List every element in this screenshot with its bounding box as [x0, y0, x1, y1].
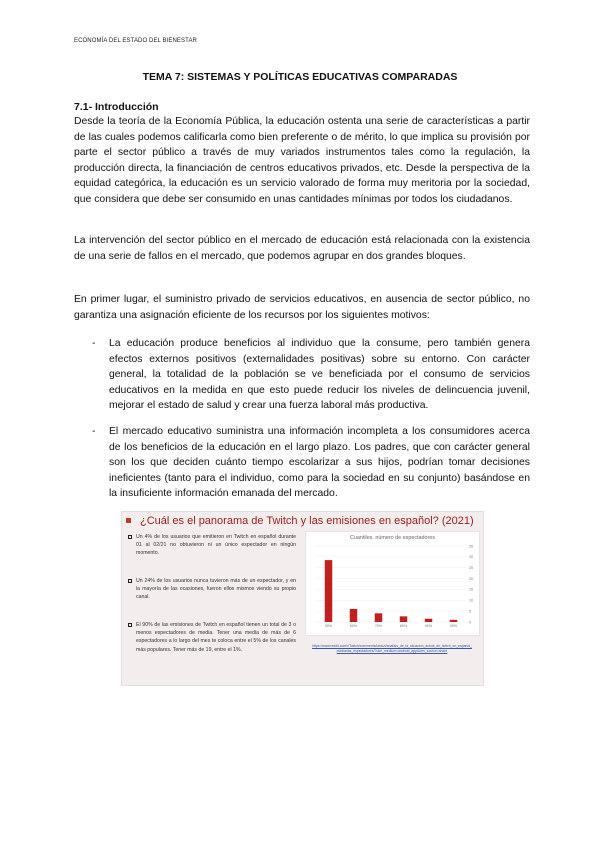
slide-bullet-text: El 90% de las emisiones de Twitch en español tienen un total de 3 o menos espectadores de media. Tener una media de más de 6 espectadores a lo largo del mes te coloca entre el 5% de los canales más populares. Tener más de 19, entre el 1%.	[136, 622, 296, 653]
slide-bullet-text: Un 4% de los usuarios que emitieron en Twitch en español durante 01 al 02/21 no obtuvieron ni un único espectador en ningún momento.	[136, 534, 296, 557]
chart-y-tick-label: 30	[469, 555, 473, 560]
bullet-marker: -	[92, 338, 96, 349]
document-title: TEMA 7: SISTEMAS Y POLÍTICAS EDUCATIVAS COMPARADAS	[142, 71, 458, 83]
paragraph-introduction: Desde la teoría de la Economía Pública, la educación ostenta una serie de características a partir de las cuales podemos calificarla como bien preferente o de mérito, lo que implica su provisión por parte el sector público a través de muy variados instrumentos tales como la regulación, la producción directa, la financiación de centros educativos privados, etc. Desde la perspectiva de la equidad categórica, la educación es un servicio valorado de forma muy meritoria por la sociedad, que considera que debe ser consumido en unas cantidades mínimas por todos los ciudadanos.	[74, 116, 530, 205]
chart-x-tick-label: 90%	[424, 624, 433, 628]
chart-bar	[375, 613, 383, 622]
checkbox-bullet-icon	[128, 535, 132, 539]
slide-title-text: ¿Cuál es el panorama de Twitch y las emisiones en español? (2021)	[140, 515, 474, 527]
chart-x-tick-label: 50%	[324, 624, 333, 628]
section-heading: 7.1- Introducción	[74, 101, 159, 113]
embedded-slide	[121, 511, 484, 686]
slide-title	[126, 515, 474, 527]
square-bullet-icon	[126, 518, 131, 523]
chart-bar	[425, 619, 433, 622]
chart-x-tick-label: 70%	[374, 624, 383, 628]
paragraph-first-place: En primer lugar, el suministro privado de servicios educativos, en ausencia de sector público, no garantiza una asignación eficiente de los recursos por los siguientes motivos:	[74, 294, 530, 321]
chart-y-tick-label: 10	[469, 598, 473, 603]
chart-y-tick-label: 20	[469, 576, 473, 581]
chart-canvas	[306, 532, 479, 635]
bullet-marker: -	[92, 426, 96, 437]
paragraph-intervention: La intervención del sector público en el mercado de educación está relacionada con la existencia de una serie de fallos en el mercado, que podemos agrupar en dos grandes bloques.	[74, 235, 530, 262]
checkbox-bullet-icon	[128, 579, 132, 583]
chart-y-tick-label: 0	[469, 620, 471, 625]
chart-y-tick-label: 25	[469, 566, 473, 571]
bullet-text: El mercado educativo suministra una información incompleta a los consumidores acerca de los beneficios de la educación en el largo plazo. Los padres, que con carácter general son los que deciden cuánto tiempo escolarizar a sus hijos, podrían tomar decisiones ineficientes (tanto para el individuo, como para la sociedad en su conjunto) basándose en la insuficiente información emanada del mercado.	[109, 426, 530, 500]
chart-bar	[400, 616, 408, 622]
chart-x-tick-label: 80%	[399, 624, 408, 628]
chart-title: Cuantiles. número de espectadores	[349, 535, 436, 541]
slide-bullet	[128, 533, 296, 558]
slide-bullet	[128, 577, 296, 602]
chart-bar	[325, 560, 333, 622]
chart-x-tick-label: 95%	[449, 624, 458, 628]
quantile-chart	[305, 531, 480, 636]
running-header: ECONOMÍA DEL ESTADO DEL BIENESTAR	[74, 38, 197, 44]
bullet-information	[92, 424, 530, 502]
bullet-text: La educación produce beneficios al individuo que la consume, pero también genera efectos externos positivos (externalidades positivas) sobre su entorno. Con carácter general, la totalidad de la población se ve beneficiada por el consumo de servicios educativos en la medida en que esto puede reducir los niveles de delincuencia juvenil, mejorar el estado de salud y crear una fuerza laboral más productiva.	[109, 338, 530, 412]
chart-x-tick-label: 60%	[349, 624, 358, 628]
chart-y-tick-label: 15	[469, 587, 473, 592]
chart-source-link[interactable]: https://www.reddit.com/r/Twitch/comments/lwouzi/analisis_de_la_situacion_actual_de_twitch_en_espanol_medianas_espectadores/?utm_medium=android_app&utm_source=share	[312, 644, 472, 653]
chart-y-tick-label: 35	[469, 544, 473, 549]
bullet-externalities	[92, 336, 530, 414]
chart-y-tick-label: 5	[469, 609, 471, 614]
chart-bar	[450, 620, 458, 622]
checkbox-bullet-icon	[128, 623, 132, 627]
slide-bullet-text: Un 24% de los usuarios nunca tuvieron más de un espectador, y en la mayoría de las ocasiones, fueron ellos mismos viendo su propio canal.	[136, 578, 296, 601]
chart-bar	[350, 609, 358, 622]
slide-bullet	[128, 621, 296, 654]
